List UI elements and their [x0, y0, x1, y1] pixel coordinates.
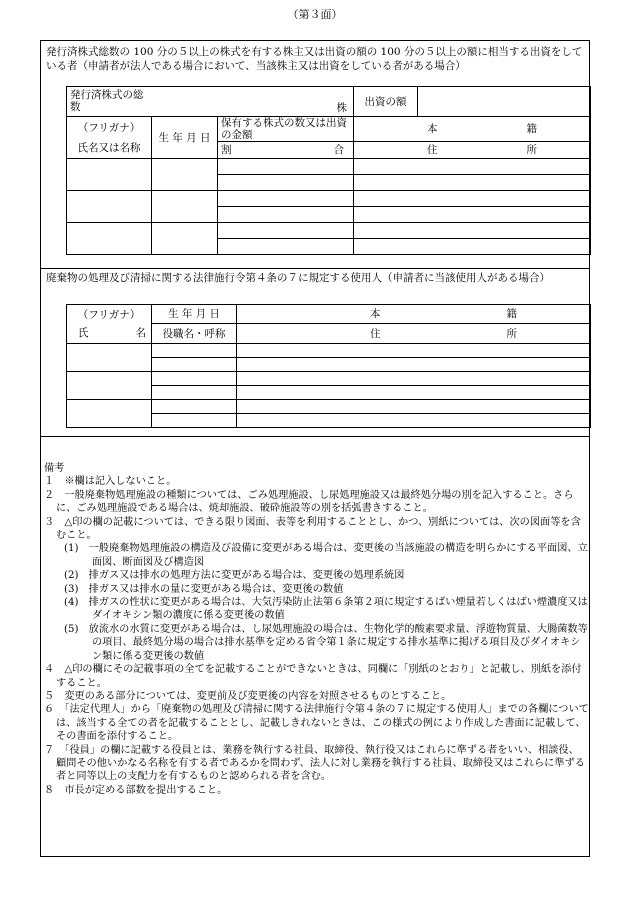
employee-address-cell[interactable] — [237, 358, 591, 372]
address-header — [354, 142, 591, 159]
ratio-left: 割 — [221, 144, 232, 156]
shareholder-held-cell[interactable] — [218, 223, 354, 239]
shares-total-cell[interactable] — [67, 87, 354, 117]
note-item: ７ 「役員」の欄に記載する役員とは、業務を執行する社員、取締役、執行役又はこれらに準ずる者をいい、相談役、顧問その他いかなる名称を有する者であるかを問わず、法人に対し業務を執行する社員、取締役又はこれらに準ずる者と同等以上の支配力を有するものと認められる者を含む。 — [44, 744, 585, 783]
shareholder-name-cell[interactable] — [67, 223, 152, 255]
employee-position-cell[interactable] — [152, 358, 237, 372]
domicile-header — [354, 117, 591, 142]
shareholder-domicile-cell[interactable] — [354, 159, 591, 175]
note-item: ５ 変更のある部分については、変更前及び変更後の内容を対照させるものとすること。 — [44, 690, 452, 702]
held-label: 保有する株式の数又は出資の金額 — [218, 117, 354, 142]
employee-domicile-header — [237, 305, 591, 324]
shareholder-ratio-cell[interactable] — [218, 239, 354, 255]
note-subitem: (2) 排ガス又は排水の処理方法に変更がある場合は、変更後の処理系統図 — [64, 570, 405, 582]
shareholder-address-cell[interactable] — [354, 239, 591, 255]
notes-section — [44, 462, 589, 797]
furigana-label: （フリガナ） — [77, 121, 141, 134]
note-subitem: (1) 一般廃棄物処理施設の構造及び設備に変更がある場合は、変更後の当該施設の構造を明らかにする平面図、立面図、断面図及び構造図 — [64, 543, 588, 568]
shareholder-birth-cell[interactable] — [152, 223, 218, 255]
employee-domicile-left: 本 — [370, 308, 381, 320]
note-subitem: (4) 排ガスの性状に変更がある場合は、大気汚染防止法第６条第２項に規定するばい煙量若しくはばい煙濃度又はダイオキシン類の濃度に係る変更後の数値 — [64, 597, 588, 622]
employee-birth-cell[interactable] — [152, 344, 237, 358]
address-left: 住 — [427, 144, 438, 156]
note-item: ６ 「法定代理人」から「廃棄物の処理及び清掃に関する法律施行令第４条の７に規定する使用人」までの各欄については、該当する全ての者を記載することとし、記載しきれないときは、この様式の例により作成した書面に記載して、その書面を添付すること。 — [44, 704, 589, 743]
employee-address-cell[interactable] — [237, 386, 591, 400]
employees-heading: 廃棄物の処理及び清掃に関する法律施行令第４条の７に規定する使用人（申請者に当該使用人がある場合） — [46, 272, 550, 284]
employee-domicile-cell[interactable] — [237, 372, 591, 386]
shareholder-ratio-cell[interactable] — [218, 207, 354, 223]
note-item: ３ △印の欄の記載については、できる限り図面、表等を利用することとし、かつ、別紙については、次の図面等を含むこと。 — [44, 516, 581, 542]
shareholders-table-wrap — [66, 86, 590, 255]
ratio-header — [218, 142, 354, 159]
note-subitem: (5) 放流水の水質に変更がある場合は、し尿処理施設の場合は、生物化学的酸素要求量、浮遊物質量、大腸菌数等の項目、最終処分場の場合は排水基準を定める省令第１条に規定する排水基準に掲げる項目及びダイオキシン類に係る変更後の数値 — [64, 623, 588, 662]
employee-position-cell[interactable] — [152, 386, 237, 400]
shares-total-label: 発行済株式の総数 — [70, 89, 144, 113]
employee-address-header — [237, 324, 591, 344]
employee-address-right: 所 — [506, 327, 517, 340]
domicile-right: 籍 — [526, 123, 537, 135]
shareholder-name-cell[interactable] — [67, 159, 152, 191]
employee-name-right: 名 — [135, 327, 146, 339]
employee-name-left: 氏 — [78, 327, 89, 339]
shareholder-domicile-cell[interactable] — [354, 191, 591, 207]
shareholder-domicile-cell[interactable] — [354, 223, 591, 239]
employee-birth-cell[interactable] — [152, 400, 237, 414]
employee-address-left: 住 — [370, 327, 381, 340]
employee-domicile-cell[interactable] — [237, 400, 591, 414]
employee-position-label: 役職名・呼称 — [152, 324, 237, 344]
capital-value-cell[interactable] — [418, 87, 591, 117]
section-divider — [40, 436, 590, 437]
shareholder-address-cell[interactable] — [354, 207, 591, 223]
name-label: 氏名又は名称 — [77, 141, 141, 154]
shareholder-birth-cell[interactable] — [152, 159, 218, 191]
employee-name-cell[interactable] — [67, 400, 152, 428]
ratio-right: 合 — [333, 144, 344, 156]
page-title: （第３面） — [287, 8, 343, 21]
note-item: ２ 一般廃棄物処理施設の種類については、ごみ処理施設、し尿処理施設又は最終処分場の別を記入すること。さらに、ごみ処理施設である場合は、焼却施設、破砕施設等の別を括弧書きすること。 — [44, 489, 574, 515]
shareholder-held-cell[interactable] — [218, 159, 354, 175]
address-right: 所 — [526, 144, 537, 156]
note-item: ４ △印の欄にその記載事項の全てを記載することができないときは、同欄に「別紙のとおり」と記載し、別紙を添付すること。 — [44, 664, 582, 689]
shareholder-held-cell[interactable] — [218, 191, 354, 207]
employee-birth-label: 生 年 月 日 — [152, 305, 237, 324]
employee-position-cell[interactable] — [152, 414, 237, 428]
employee-name-cell[interactable] — [67, 372, 152, 400]
shareholders-table — [66, 86, 591, 255]
employee-address-cell[interactable] — [237, 414, 591, 428]
note-item: １ ※欄は記入しないこと。 — [44, 476, 177, 488]
employee-domicile-cell[interactable] — [237, 344, 591, 358]
section-divider — [40, 268, 590, 269]
note-item: ８ 市長が定める部数を提出すること。 — [44, 784, 228, 796]
employee-furigana-label: （フリガナ） — [77, 309, 141, 321]
capital-label: 出資の額 — [354, 87, 418, 117]
shareholder-name-header — [67, 117, 152, 159]
shareholder-ratio-cell[interactable] — [218, 175, 354, 191]
domicile-left: 本 — [427, 123, 438, 135]
employee-name-cell[interactable] — [67, 344, 152, 372]
employee-domicile-right: 籍 — [506, 308, 517, 320]
employee-birth-cell[interactable] — [152, 372, 237, 386]
note-subitem: (3) 排ガス又は排水の量に変更がある場合は、変更後の数値 — [64, 583, 344, 595]
shareholder-name-cell[interactable] — [67, 191, 152, 223]
employees-table — [66, 304, 591, 428]
shareholders-heading: 発行済株式総数の 100 分の５以上の株式を有する株主又は出資の額の 100 分の５以上の額に相当する出資をしている者（申請者が法人である場合において、当該株主又は出資をしている者がある場合） — [46, 46, 583, 72]
shares-unit: 株 — [336, 102, 347, 114]
notes-title: 備考 — [44, 463, 65, 474]
birth-label: 生 年 月 日 — [152, 117, 218, 159]
employees-table-wrap — [66, 304, 590, 428]
employee-name-header — [67, 305, 152, 344]
shareholder-address-cell[interactable] — [354, 175, 591, 191]
shareholder-birth-cell[interactable] — [152, 191, 218, 223]
